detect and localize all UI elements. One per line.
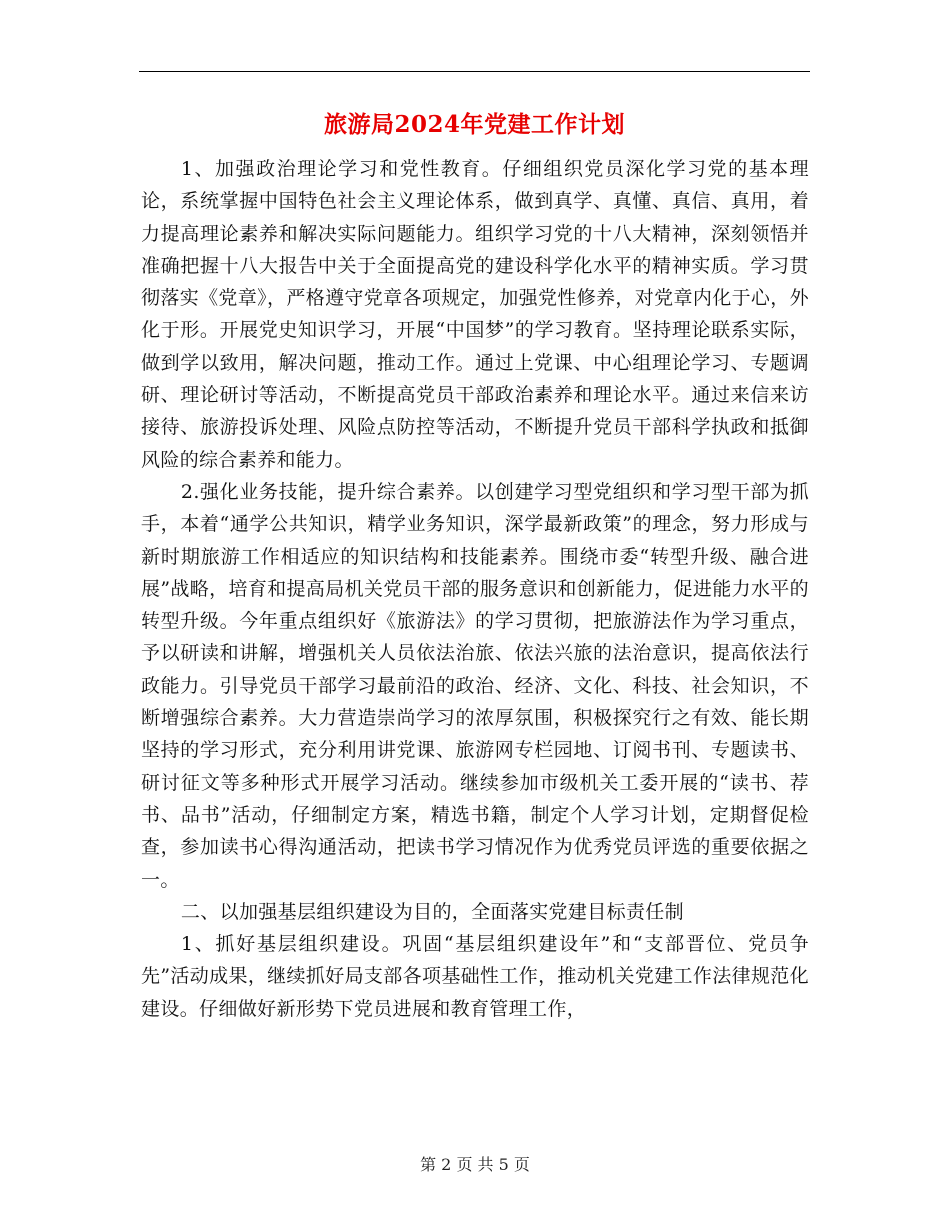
header-divider	[139, 71, 810, 72]
paragraph-grassroots-organization: 1、抓好基层组织建设。巩固“基层组织建设年”和“支部晋位、党员争先”活动成果，继续抓好局支部各项基础性工作，推动机关党建工作法律规范化建设。仔细做好新形势下党员进展和教育管理工作，	[141, 933, 809, 1020]
paragraph-business-skills: 2.强化业务技能，提升综合素养。以创建学习型党组织和学习型干部为抓手，本着“通学公共知识，精学业务知识，深学最新政策”的理念，努力形成与新时期旅游工作相适应的知识结构和技能素养。围绕市委“转型升级、融合进展”战略，培育和提高局机关党员干部的服务意识和创新能力，促进能力水平的转型升级。今年重点组织好《旅游法》的学习贯彻，把旅游法作为学习重点，予以研读和讲解，增强机关人员依法治旅、依法兴旅的法治意识，提高依法行政能力。引导党员干部学习最前沿的政治、经济、文化、科技、社会知识，不断增强综合素养。大力营造崇尚学习的浓厚氛围，积极探究行之有效、能长期坚持的学习形式，充分利用讲党课、旅游网专栏园地、订阅书刊、专题读书、研讨征文等多种形式开展学习活动。继续参加市级机关工委开展的“读书、荐书、品书”活动，仔细制定方案，精选书籍，制定个人学习计划，定期督促检查，参加读书心得沟通活动，把读书学习情况作为优秀党员评选的重要依据之一。	[141, 480, 809, 891]
document-title: 旅游局2024年党建工作计划	[323, 111, 625, 138]
paragraph-political-study: 1、加强政治理论学习和党性教育。仔细组织党员深化学习党的基本理论，系统掌握中国特色社会主义理论体系，做到真学、真懂、真信、真用，着力提高理论素养和解决实际问题能力。组织学习党的十八大精神，深刻领悟并准确把握十八大报告中关于全面提高党的建设科学化水平的精神实质。学习贯彻落实《党章》，严格遵守党章各项规定，加强党性修养，对党章内化于心，外化于形。开展党史知识学习，开展“中国梦”的学习教育。坚持理论联系实际，做到学以致用，解决问题，推动工作。通过上党课、中心组理论学习、专题调研、理论研讨等活动，不断提高党员干部政治素养和理论水平。通过来信来访接待、旅游投诉处理、风险点防控等活动，不断提升党员干部科学执政和抵御风险的综合素养和能力。	[141, 158, 809, 471]
document-body	[141, 153, 809, 1025]
section-heading-grassroots: 二、以加强基层组织建设为目的，全面落实党建目标责任制	[180, 900, 684, 923]
page-number-footer: 第 2 页 共 5 页	[420, 1155, 530, 1174]
